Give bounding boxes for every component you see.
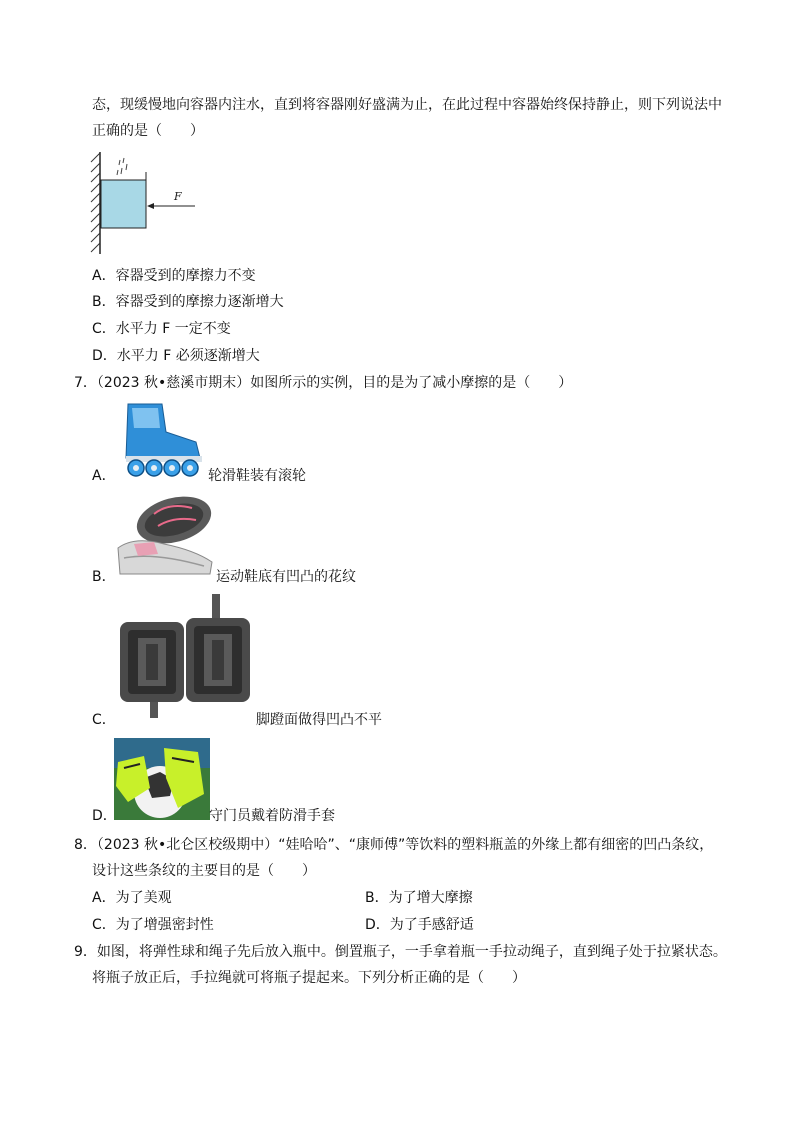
q7-option-a-label: A．: [92, 468, 116, 484]
q7-option-a-text: 轮滑鞋装有滚轮: [208, 468, 306, 484]
q8-option-d: D．为了手感舒适: [365, 917, 474, 933]
q8-stem-line2: 设计这些条纹的主要目的是（ ）: [92, 863, 316, 879]
q6-option-d: D．水平力 F 必须逐渐增大: [92, 348, 260, 364]
q6-force-label: F: [174, 190, 182, 203]
q7-goalkeeper-gloves-image: [114, 738, 210, 820]
q7-option-b-label: B．: [92, 569, 116, 585]
q7-option-d-label: D．: [92, 808, 117, 824]
q7-stem: 7．（2023 秋•慈溪市期末）如图所示的实例，目的是为了减小摩擦的是（ ）: [74, 375, 573, 391]
q9-stem-line1: 9．如图，将弹性球和绳子先后放入瓶中。倒置瓶子，一手拿着瓶一手拉动绳子，直到绳子处于拉紧状态。: [74, 944, 727, 960]
q6-stem-line2: 正确的是（ ）: [92, 123, 204, 139]
q7-option-b-text: 运动鞋底有凹凸的花纹: [216, 569, 356, 585]
q7-option-c-text: 脚蹬面做得凹凸不平: [256, 712, 382, 728]
q8-option-a: A．为了美观: [92, 890, 172, 906]
q8-option-c: C．为了增强密封性: [92, 917, 214, 933]
q6-stem-line1: 态，现缓慢地向容器内注水，直到将容器刚好盛满为止，在此过程中容器始终保持静止，则下列说法中: [92, 97, 722, 113]
q7-option-c-label: C．: [92, 712, 116, 728]
q8-option-b: B．为了增大摩擦: [365, 890, 473, 906]
q7-option-d-text: 守门员戴着防滑手套: [209, 808, 335, 824]
q6-option-a: A．容器受到的摩擦力不变: [92, 268, 256, 284]
q8-stem-line1: 8．（2023 秋•北仑区校级期中）“娃哈哈”、“康师傅”等饮料的塑料瓶盖的外缘上都有细密的凹凸条纹，: [74, 837, 714, 853]
q6-option-c: C．水平力 F 一定不变: [92, 321, 231, 337]
q6-wall-container-figure: [88, 150, 203, 256]
q7-sports-shoe-image: [114, 492, 216, 578]
q7-roller-skate-image: [114, 398, 208, 478]
q9-stem-line2: 将瓶子放正后，手拉绳就可将瓶子提起来。下列分析正确的是（ ）: [92, 970, 526, 986]
q6-option-b: B．容器受到的摩擦力逐渐增大: [92, 294, 284, 310]
q7-bicycle-pedal-image: [114, 594, 256, 722]
